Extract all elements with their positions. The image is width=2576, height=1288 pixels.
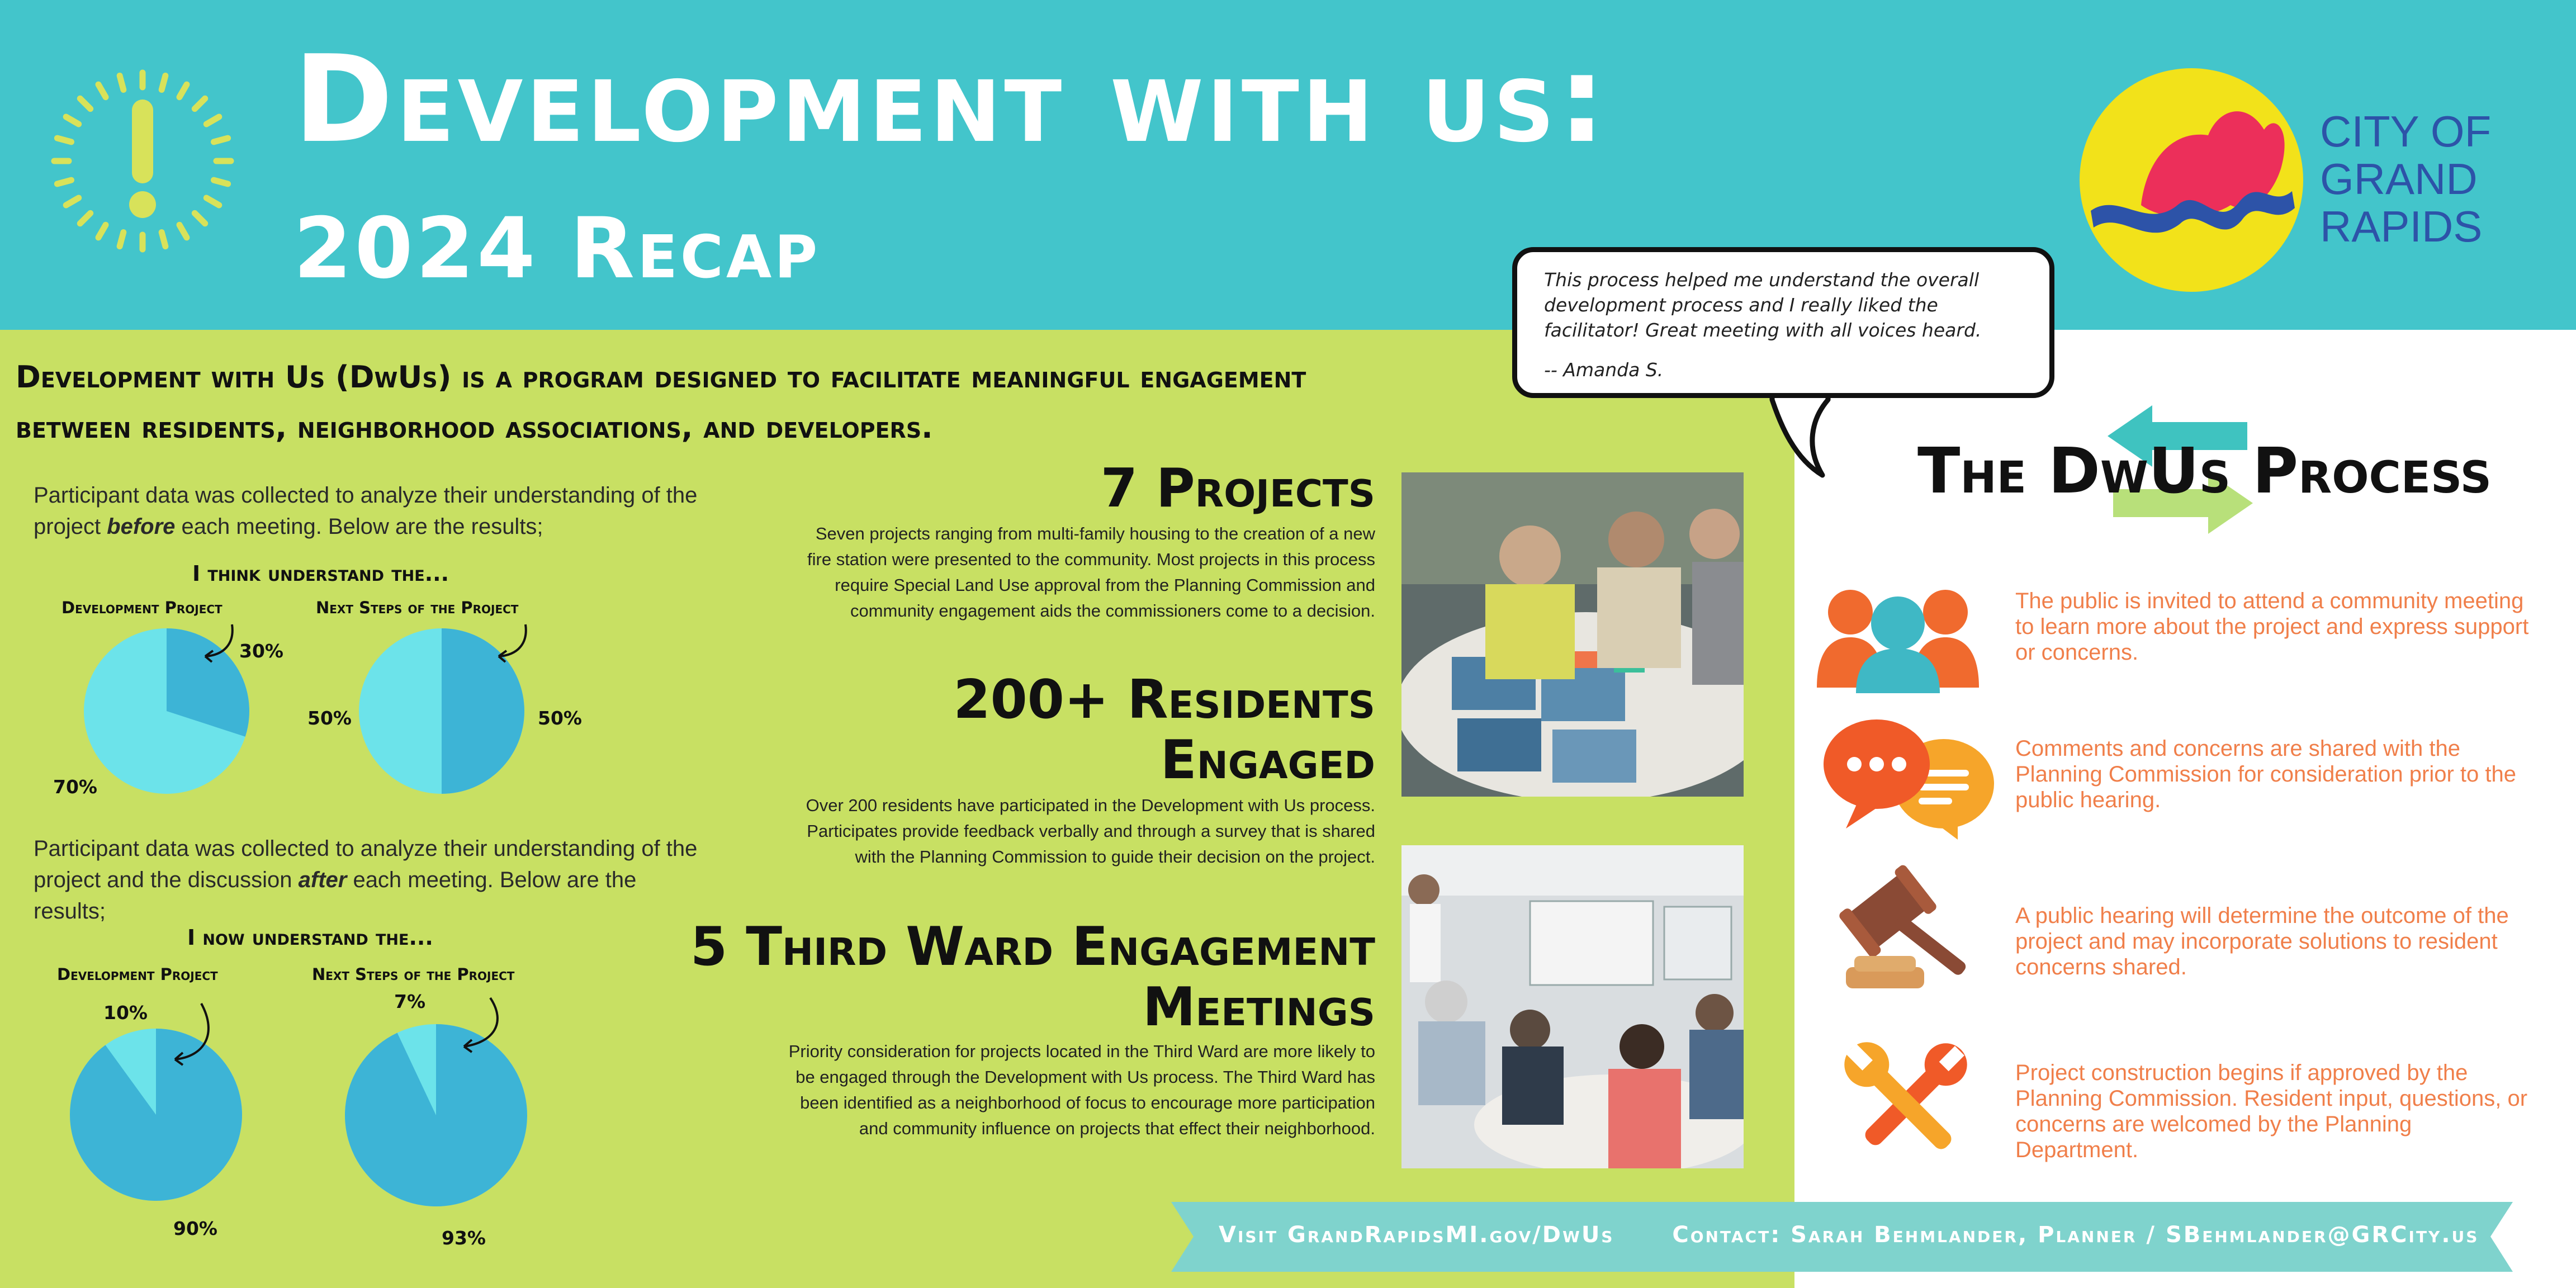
pct-label: 10% [103, 1002, 148, 1024]
speech-bubble-tail [1761, 386, 1845, 481]
gavel-icon [1835, 861, 1980, 995]
after-chart2-label: Next Steps of the Project [312, 965, 515, 984]
svg-text:RAPIDS: RAPIDS [2320, 202, 2483, 251]
stat-body-meetings: Priority consideration for projects located in the Third Ward are more likely to be engaged through the Development with Us process. The Third Ward has been identified as a neighborhood of focus to encourage more participation and community influence on projects that effect their neighborhood. [788, 1041, 1375, 1138]
process-step-1-text: The public is invited to attend a community meeting to learn more about the project and express support or concerns. [2015, 589, 2529, 665]
before-chart2-label: Next Steps of the Project [316, 598, 519, 617]
after-chart-title: I now understand the... [187, 925, 433, 950]
pct-label: 90% [173, 1218, 217, 1239]
svg-text:GRAND: GRAND [2320, 154, 2478, 203]
meeting-photo-2 [1401, 845, 1744, 1168]
process-step-4-text: Project construction begins if approved by the Planning Commission. Resident input, questions, or concerns are welcomed by the Planning Department. [2015, 1060, 2528, 1162]
stat-heading-meetings: 5 Third Ward Engagement Meetings [690, 916, 1375, 1038]
pct-label: 30% [239, 640, 283, 662]
chat-bubbles-icon [1824, 717, 1997, 840]
process-title: The DwUs Process [1917, 435, 2492, 508]
arrow-icon [198, 622, 243, 666]
footer-contact-info[interactable]: Contact: Sarah Behmlander, Planner / SBehmlander@GRCity.us [1672, 1222, 2479, 1248]
svg-text:CITY OF: CITY OF [2320, 107, 2492, 156]
stat-heading-residents: 200+ Residents Engaged [953, 669, 1375, 791]
tools-icon [1836, 1034, 1976, 1174]
arrow-icon [492, 622, 537, 666]
before-chart1-label: Development Project [61, 598, 222, 617]
pct-label: 50% [307, 707, 352, 729]
stat-body-projects: Seven projects ranging from multi-family housing to the creation of a new fire station were presented to the community. Most projects in this process require Special Land Use approval from the Planning Commission and community engagement aids the commissioners come to a decision. [807, 524, 1375, 621]
arrow-icon [171, 1001, 221, 1068]
meeting-photo-1 [1401, 472, 1744, 797]
pct-label: 50% [538, 707, 582, 729]
testimonial-quote: This process helped me understand the overall development process and I really liked the facilitator! Great meeting with all voices heard. -- Amanda S. [1544, 269, 1982, 381]
pct-label: 70% [53, 776, 97, 798]
before-description: Participant data was collected to analyze their understanding of the project before each meeting. Below are the results; [34, 483, 698, 539]
page-subtitle: 2024 Recap [293, 200, 821, 297]
stat-heading-projects: 7 Projects [1100, 458, 1375, 519]
intro-text: Development with Us (DwUs) is a program designed to facilitate meaningful engagement between residents, neighborhood associations, and developers. [16, 359, 1306, 445]
city-logo [2080, 63, 2549, 297]
footer-visit-link[interactable]: Visit GrandRapidsMI.gov/DwUs [1219, 1222, 1614, 1248]
process-step-3-text: A public hearing will determine the outcome of the project and may incorporate solutions to resident concerns shared. [2015, 903, 2509, 979]
after-description: Participant data was collected to analyze their understanding of the project and the discussion after each meeting. Below are the results; [34, 836, 698, 924]
stat-body-residents: Over 200 residents have participated in the Development with Us process. Participates provide feedback verbally and through a survey that is shared with the Planning Commission to guide their decision on the project. [806, 795, 1375, 866]
exclamation-alert-icon [48, 66, 238, 256]
people-icon [1817, 581, 1979, 693]
process-step-2-text: Comments and concerns are shared with the Planning Commission for consideration prior to the public hearing. [2015, 736, 2516, 812]
pct-label: 7% [394, 991, 426, 1012]
arrow-icon [460, 995, 510, 1057]
page-title: Development with us: [293, 29, 1609, 169]
footer-contact [1219, 1222, 2479, 1248]
before-chart-title: I think understand the... [192, 561, 449, 586]
pct-label: 93% [442, 1227, 486, 1249]
after-chart1-label: Development Project [57, 965, 218, 984]
